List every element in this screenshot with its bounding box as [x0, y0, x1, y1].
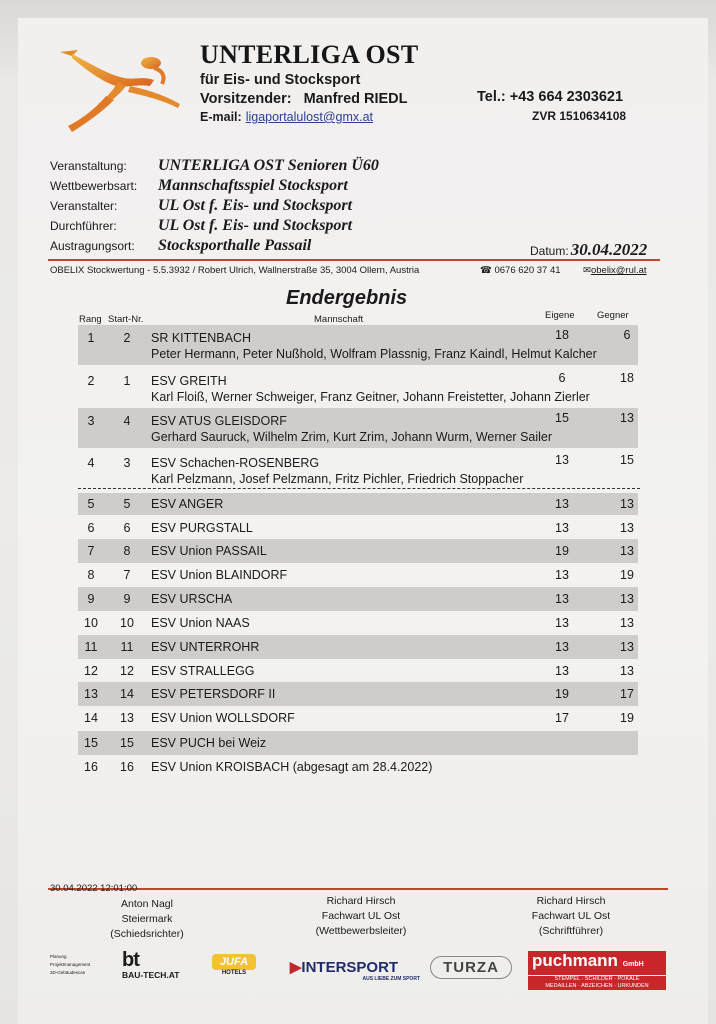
- opponent-points: 13: [620, 616, 634, 630]
- team-name: ESV Union NAAS: [151, 616, 250, 630]
- puchmann-claim-1: STEMPEL · SCHILDER · POKALE: [528, 976, 666, 983]
- own-points: 13: [555, 640, 569, 654]
- start-number-cell: 15: [120, 736, 134, 750]
- puchmann-claim-2: MEDAILLEN · ABZEICHEN · URKUNDEN: [528, 983, 666, 990]
- table-row: [78, 707, 638, 729]
- rank-cell: 2: [87, 374, 95, 388]
- info-value: Mannschaftsspiel Stocksport: [158, 177, 348, 194]
- sponsor-line: 3D-Gebäudescan: [50, 970, 86, 975]
- info-value: UL Ost f. Eis- und Stocksport: [158, 217, 353, 234]
- col-header-rank: Rang: [79, 314, 102, 325]
- sig-function: (Schriftführer): [538, 925, 604, 937]
- print-timestamp: 30.04.2022 12:01:00: [50, 883, 138, 894]
- intersport-mark-icon: ▶: [289, 959, 302, 976]
- info-label: Veranstaltung:: [50, 159, 127, 173]
- sponsor-line: Projektmanagement: [50, 962, 91, 967]
- own-points: 13: [555, 664, 569, 678]
- sponsor-puchmann: [528, 951, 666, 991]
- sponsor-line: Planung: [50, 954, 67, 959]
- team-name: ESV Union PASSAIL: [151, 544, 267, 558]
- rank-cell: 7: [87, 544, 95, 558]
- own-points: 19: [555, 687, 569, 701]
- signature-competition-lead: [296, 894, 426, 939]
- bautech-name: BAU-TECH.AT: [122, 970, 180, 980]
- event-date: [530, 240, 647, 260]
- jufa-logo: JUFA: [212, 954, 256, 970]
- table-row: [78, 564, 638, 586]
- team-name: ESV PETERSDORF II: [151, 687, 276, 701]
- puchmann-logo: [528, 951, 666, 975]
- rank-cell: 1: [87, 331, 95, 345]
- software-line: OBELIX Stockwertung - 5.5.3932 / Robert Ulrich, Wallnerstraße 35, 3004 Ollern, Austria: [50, 265, 420, 276]
- info-value: UL Ost f. Eis- und Stocksport: [158, 197, 353, 214]
- turza-logo: TURZA: [430, 956, 512, 979]
- sig-name: Richard Hirsch: [326, 895, 396, 907]
- team-name: ESV PURGSTALL: [151, 521, 253, 535]
- own-points: 19: [555, 544, 569, 558]
- team-name: ESV Schachen-ROSENBERG: [151, 456, 320, 470]
- rank-cell: 9: [87, 592, 95, 606]
- sig-role: Steiermark: [121, 913, 173, 925]
- info-label: Austragungsort:: [50, 239, 135, 253]
- bautech-logo-mark: bt: [122, 949, 139, 971]
- intersport-name: INTERSPORT: [301, 959, 399, 976]
- info-row: [50, 157, 379, 177]
- table-row: [78, 368, 638, 406]
- team-players: Karl Floiß, Werner Schweiger, Franz Geitner, Johann Freistetter, Johann Zierler: [151, 390, 590, 404]
- own-points: 13: [555, 568, 569, 582]
- opponent-points: 18: [620, 371, 634, 385]
- team-name: ESV PUCH bei Weiz: [151, 736, 267, 750]
- start-number-cell: 3: [123, 456, 131, 470]
- table-row: [78, 325, 638, 365]
- start-number-cell: 11: [120, 640, 134, 654]
- team-name: ESV UNTERROHR: [151, 640, 260, 654]
- rank-cell: 12: [84, 664, 98, 678]
- start-number-cell: 10: [120, 616, 134, 630]
- table-row: [78, 539, 638, 563]
- date-value: 30.04.2022: [570, 240, 648, 259]
- opponent-points: 6: [623, 328, 631, 342]
- own-points: 18: [555, 328, 569, 342]
- opponent-points: 17: [620, 687, 634, 701]
- col-header-start: Start-Nr.: [108, 314, 144, 325]
- info-label: Durchführer:: [50, 219, 117, 233]
- team-name: ESV GREITH: [151, 374, 227, 388]
- team-name: ESV Union BLAINDORF: [151, 568, 288, 582]
- start-number-cell: 2: [123, 331, 131, 345]
- table-row: [78, 756, 638, 778]
- team-players: Peter Hermann, Peter Nußhold, Wolfram Plassnig, Franz Kaindl, Helmut Kalcher: [151, 347, 597, 361]
- info-row: [50, 217, 379, 237]
- start-number-cell: 6: [123, 521, 131, 535]
- header-divider: [48, 259, 660, 261]
- sponsor-turza: [430, 950, 512, 990]
- start-number-cell: 7: [123, 568, 131, 582]
- league-logo: [58, 42, 188, 134]
- sig-name: Anton Nagl: [121, 898, 173, 910]
- info-row: [50, 177, 379, 197]
- own-points: 13: [555, 521, 569, 535]
- start-number-cell: 5: [123, 497, 131, 511]
- rank-cell: 6: [87, 521, 95, 535]
- opponent-points: 19: [620, 568, 634, 582]
- own-points: 15: [555, 411, 569, 425]
- team-players: Karl Pelzmann, Josef Pelzmann, Fritz Pichler, Friedrich Stoppacher: [151, 472, 524, 486]
- dashed-separator: [78, 488, 640, 489]
- signature-referee: [92, 897, 202, 942]
- intersport-claim: AUS LIEBE ZUM SPORT: [362, 976, 420, 982]
- intersport-logo: [268, 958, 420, 976]
- team-name: ESV ATUS GLEISDORF: [151, 414, 287, 428]
- team-players: Gerhard Sauruck, Wilhelm Zrim, Kurt Zrim, Johann Wurm, Werner Sailer: [151, 430, 553, 444]
- chair-label: Vorsitzender:: [200, 91, 292, 107]
- col-header-team: Mannschaft: [314, 314, 364, 325]
- sig-role: Fachwart UL Ost: [531, 910, 611, 922]
- rank-cell: 14: [84, 711, 98, 725]
- opponent-points: 13: [620, 411, 634, 425]
- opponent-points: 13: [620, 640, 634, 654]
- rank-cell: 11: [84, 640, 98, 654]
- own-points: 6: [558, 371, 566, 385]
- sponsor-bautech: [122, 950, 204, 990]
- org-name: UNTERLIGA OST: [200, 40, 419, 69]
- rank-cell: 8: [87, 568, 95, 582]
- sponsor-planning: [50, 953, 120, 993]
- puchmann-gmbh: GmbH: [622, 961, 644, 968]
- start-number-cell: 12: [120, 664, 134, 678]
- sig-name: Richard Hirsch: [536, 895, 606, 907]
- opponent-points: 13: [620, 592, 634, 606]
- table-row: [78, 635, 638, 659]
- team-name: ESV ANGER: [151, 497, 224, 511]
- start-number-cell: 13: [120, 711, 134, 725]
- team-name: ESV Union WOLLSDORF: [151, 711, 295, 725]
- team-name: ESV STRALLEGG: [151, 664, 255, 678]
- jufa-hotels: HOTELS: [221, 970, 247, 976]
- info-value: UNTERLIGA OST Senioren Ü60: [158, 157, 379, 174]
- info-row: [50, 197, 379, 217]
- rank-cell: 16: [84, 760, 98, 774]
- envelope-icon: ✉: [583, 265, 591, 276]
- start-number-cell: 9: [123, 592, 131, 606]
- puchmann-name: puchmann: [532, 951, 618, 970]
- result-title: Endergebnis: [286, 287, 408, 309]
- sig-function: (Schiedsrichter): [110, 928, 184, 940]
- results-table: [78, 325, 638, 785]
- rank-cell: 13: [84, 687, 98, 701]
- email-line: [200, 110, 373, 124]
- sig-function: (Wettbewerbsleiter): [315, 925, 407, 937]
- rank-cell: 15: [84, 736, 98, 750]
- start-number-cell: 1: [123, 374, 131, 388]
- chair-name: Manfred RIEDL: [303, 91, 408, 107]
- info-label: Veranstalter:: [50, 199, 118, 213]
- start-number-cell: 14: [120, 687, 134, 701]
- sponsor-intersport: [268, 950, 420, 990]
- own-points: 13: [555, 616, 569, 630]
- sig-role: Fachwart UL Ost: [321, 910, 401, 922]
- event-info: [50, 157, 379, 257]
- signature-secretary: [506, 894, 636, 939]
- org-subtitle: für Eis- und Stocksport: [200, 72, 361, 88]
- rank-cell: 3: [87, 414, 95, 428]
- info-row: [50, 237, 379, 257]
- phone-number: Tel.: +43 664 2303621: [477, 89, 624, 105]
- own-points: 13: [555, 453, 569, 467]
- start-number-cell: 8: [123, 544, 131, 558]
- rank-cell: 4: [87, 456, 95, 470]
- table-row: [78, 731, 638, 755]
- team-name: SR KITTENBACH: [151, 331, 252, 345]
- start-number-cell: 4: [123, 414, 131, 428]
- table-row: [78, 450, 638, 488]
- opponent-points: 19: [620, 711, 634, 725]
- table-row: [78, 612, 638, 634]
- footer-divider: [48, 888, 668, 890]
- info-value: Stocksporthalle Passail: [158, 237, 312, 254]
- contact-email-link[interactable]: obelix@rul.at: [590, 265, 647, 276]
- rank-cell: 5: [87, 497, 95, 511]
- contact-phone: [480, 265, 561, 276]
- opponent-points: 15: [620, 453, 634, 467]
- sponsor-jufa: [212, 950, 256, 990]
- chair-line: [200, 91, 408, 107]
- info-label: Wettbewerbsart:: [50, 179, 138, 193]
- col-header-opp: Gegner: [597, 310, 629, 321]
- date-label: Datum:: [530, 244, 569, 258]
- table-row: [78, 587, 638, 611]
- start-number-cell: 16: [120, 760, 134, 774]
- team-name: ESV Union KROISBACH (abgesagt am 28.4.2022): [151, 760, 433, 774]
- opponent-points: 13: [620, 664, 634, 678]
- opponent-points: 13: [620, 544, 634, 558]
- opponent-points: 13: [620, 497, 634, 511]
- rank-cell: 10: [84, 616, 98, 630]
- table-row: [78, 493, 638, 515]
- phone-icon: ☎: [480, 265, 495, 276]
- own-points: 17: [555, 711, 569, 725]
- table-row: [78, 408, 638, 448]
- contact-phone-value: 0676 620 37 41: [494, 265, 561, 276]
- zvr-number: ZVR 1510634108: [532, 109, 627, 123]
- contact-email: [583, 265, 647, 276]
- table-row: [78, 517, 638, 539]
- email-label: E-mail:: [200, 110, 242, 124]
- own-points: 13: [555, 497, 569, 511]
- team-name: ESV URSCHA: [151, 592, 233, 606]
- own-points: 13: [555, 592, 569, 606]
- email-link[interactable]: ligaportalulost@gmx.at: [245, 110, 374, 124]
- opponent-points: 13: [620, 521, 634, 535]
- col-header-own: Eigene: [545, 310, 575, 321]
- table-row: [78, 660, 638, 682]
- table-row: [78, 682, 638, 706]
